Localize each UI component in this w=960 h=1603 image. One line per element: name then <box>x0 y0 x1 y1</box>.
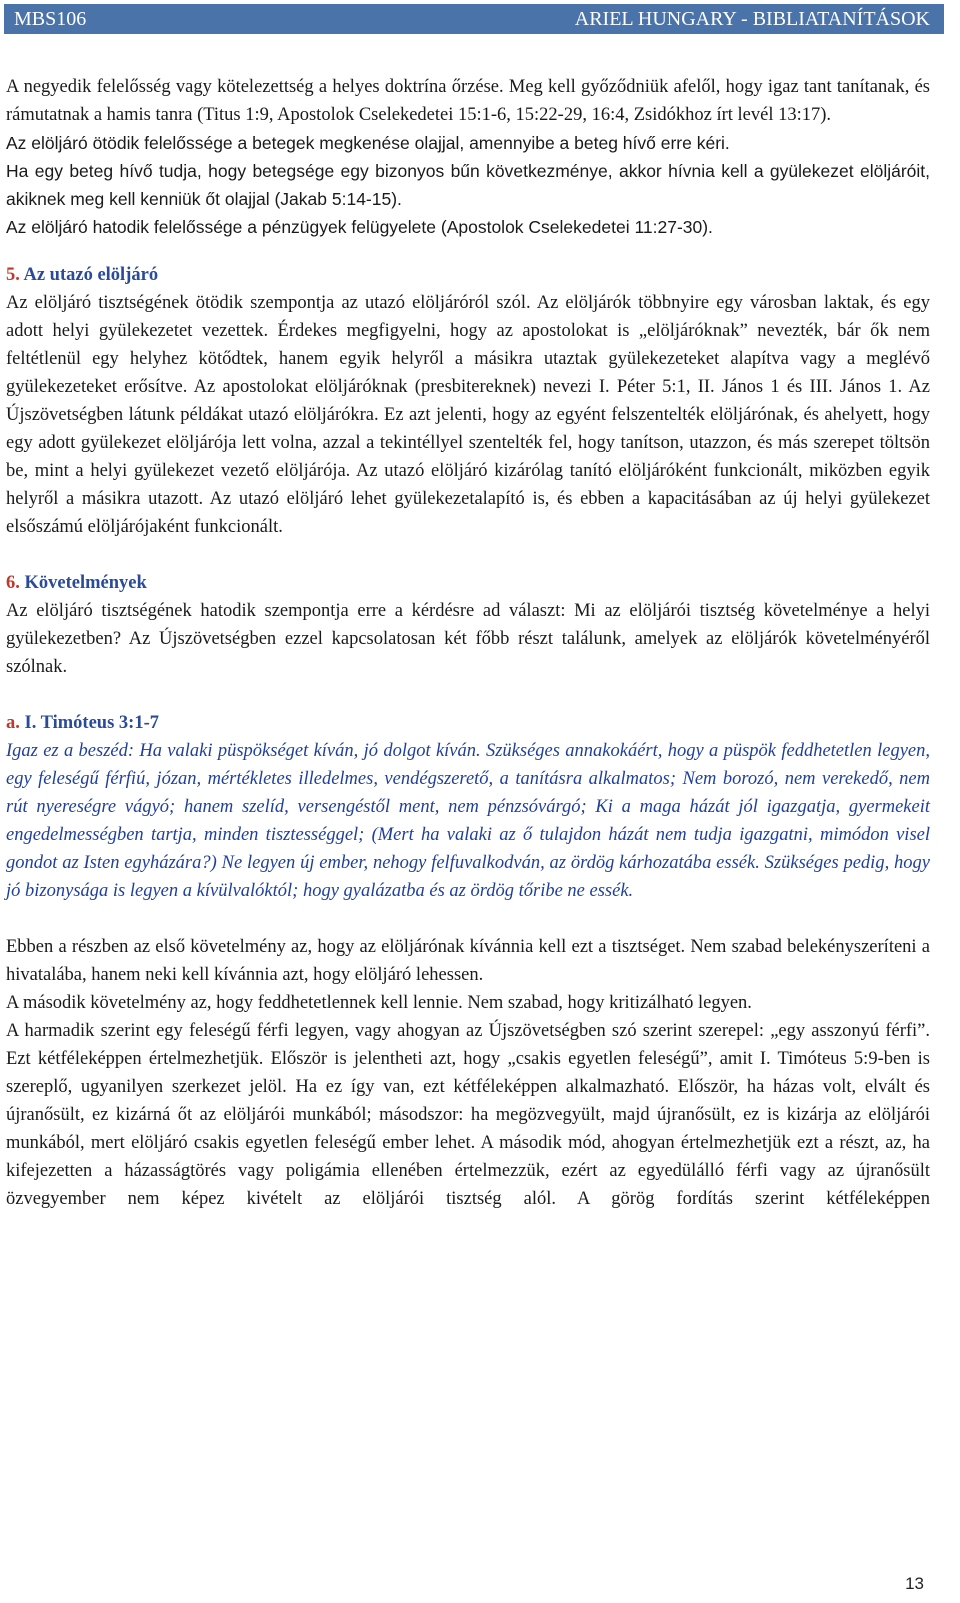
heading-traveling-elder: 5. Az utazó elöljáró <box>6 265 159 285</box>
paragraph-requirements-intro: Az elöljáró tisztségének hatodik szempontja erre a kérdésre ad választ: Mi az elöljárói tisztség követelménye a helyi gyülekezetben? Az Újszövetségben ezzel kapcsolatosan két főbb részt találunk, amelyek az elöljárók követelményéről szólnak. <box>6 601 930 677</box>
page-number: 13 <box>905 1574 924 1593</box>
document-body <box>6 73 930 1213</box>
course-code: MBS106 <box>14 8 87 30</box>
series-title: ARIEL HUNGARY - BIBLIATANÍTÁSOK <box>574 8 930 30</box>
heading-timothy: a. I. Timóteus 3:1-7 <box>6 713 159 733</box>
scripture-quote: Igaz ez a beszéd: Ha valaki püspökséget kíván, jó dolgot kíván. Szükséges annakokáért, hogy a püspök feddhetetlen legyen, egy feleségű férfiú, józan, mértékletes illedelmes, vendégszerető, a tanításra alkalmatos; Nem borozó, nem verekedő, nem rút nyereségre vágyó; hanem szelíd, versengéstől ment, nem pénzsóvárgó; Ki a maga házát jól igazgatja, gyermekeit engedelmességben tartja, minden tisztességgel; (Mert ha valaki az ő tulajdon házát nem tudja igazgatni, mimódon visel gondot az Isten egyházára?) Ne legyen új ember, nehogy felfuvalkodván, az ördög kárhozatába essék. Szükséges pedig, hogy jó bizonysága is legyen a kívülvalóktól; hogy gyalázatba és az ördög tőribe ne essék. <box>6 741 930 901</box>
paragraph-second-requirement: A második követelmény az, hogy feddhetetlennek kell lennie. Nem szabad, hogy kritizálható legyen. <box>6 993 752 1013</box>
heading-requirements: 6. Követelmények <box>6 573 147 593</box>
page-header <box>4 4 944 34</box>
paragraph-anointing: Az elöljáró ötödik felelőssége a betegek megkenése olajjal, amennyibe a beteg hívő erre kéri. <box>6 133 730 153</box>
paragraph-sick-believer: Ha egy beteg hívő tudja, hogy betegsége egy bizonyos bűn következménye, akkor hívnia kell a gyülekezet elöljáróit, akiknek meg kell kenniük őt olajjal (Jakab 5:14-15). <box>6 161 930 209</box>
paragraph-third-requirement: A harmadik szerint egy feleségű férfi legyen, vagy ahogyan az Újszövetségben szó szerint szerepel: „egy asszonyú férfi”. Ezt kétféleképpen értelmezhetjük. Először is jelentheti azt, hogy „csakis egyetlen feleségű”, amit I. Timóteus 5:9-ben is szereplő, ugyanilyen szerkezet jelöl. Ha ez így van, ezt kétféleképpen alkalmazható. Először, ha házas volt, elvált és újranősült, ez kizárná őt az elöljárói munkából; másodszor: ha megözvegyült, majd újranősült, ez is kizárja az elöljárói munkából, mert elöljáró csakis egyetlen feleségű ember lehet. A második mód, ahogyan értelmezhetjük ezt a részt, az, ha kifejezetten a házasságtörés vagy poligámia ellenében értelmezzük, ezért az egyedülálló férfi vagy az újranősült özvegyember nem képez kivételt az elöljárói tisztség alól. A görög fordítás szerint kétféleképpen <box>6 1021 930 1209</box>
paragraph-traveling-elder: Az elöljáró tisztségének ötödik szempontja az utazó elöljáróról szól. Az elöljárók többnyire egy városban laktak, és egy adott helyi gyülekezetet vezettek. Érdekes megfigyelni, hogy az apostolokat is „elöljáróknak” nevezték, bár ők nem feltétlenül egy helyhez kötődtek, hanem egyik helyről a másikra utaztak gyülekezeteket alapítva vagy a meglévő gyülekezeteket erősítve. Az apostolokat elöljáróknak (presbitereknek) nevezi I. Péter 5:1, II. János 1 és III. János 1. Az Újszövetségben látunk példákat utazó elöljárókra. Ez azt jelenti, hogy az egyént felszentelték elöljárónak, és ahelyett, hogy egy adott gyülekezet elöljárója lett volna, azzal a tekintéllyel szentelték fel, hogy tanítson, utazzon, és más szerepet töltsön be, mint a helyi gyülekezet vezető elöljárója. Az utazó elöljáró kizárólag tanító elöljáróként funkcionált, miközben egyik helyről a másikra utazott. Az utazó elöljáró lehet gyülekezetalapító is, és ebben a kapacitásában az új helyi gyülekezet elsőszámú elöljárójaként funkcionált. <box>6 293 930 537</box>
paragraph-doctrine: A negyedik felelősség vagy kötelezettség a helyes doktrína őrzése. Meg kell győződniük afelől, hogy igaz tant tanítanak, és rámutatnak a hamis tanra (Titus 1:9, Apostolok Cselekedetei 15:1-6, 15:22-29, 16:4, Zsidókhoz írt levél 13:17). <box>6 77 930 125</box>
paragraph-first-requirement: Ebben a részben az első követelmény az, hogy az elöljárónak kívánnia kell ezt a tisztséget. Nem szabad belekényszeríteni a hivatalába, hanem neki kell kívánnia azt, hogy elöljáró lehessen. <box>6 937 930 985</box>
paragraph-finances: Az elöljáró hatodik felelőssége a pénzügyek felügyelete (Apostolok Cselekedetei 11:27-30). <box>6 217 713 237</box>
